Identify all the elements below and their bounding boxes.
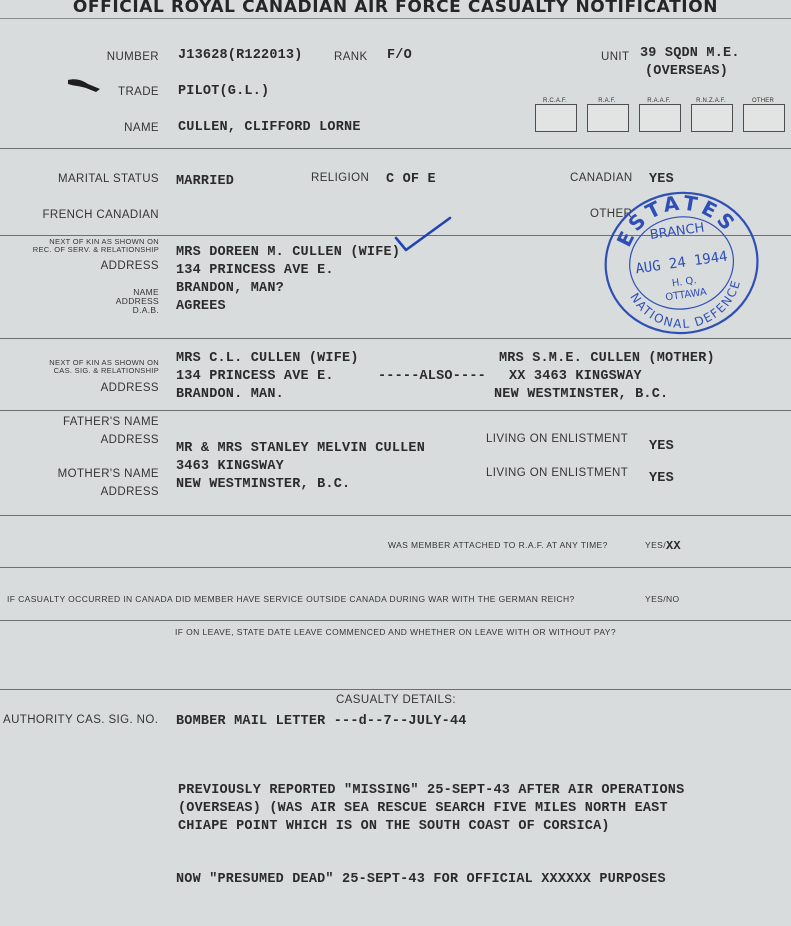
divider <box>0 620 791 621</box>
mother-living-label: LIVING ON ENLISTMENT <box>486 467 629 479</box>
nok-service-line-3: BRANDON, MAN? <box>176 281 284 296</box>
nok-cas-address-label: ADDRESS <box>100 382 159 394</box>
nok-cas-left-1: MRS C.L. CULLEN (WIFE) <box>176 351 359 366</box>
form-title: OFFICIAL ROYAL CANADIAN AIR FORCE CASUALTY NOTIFICATION <box>72 0 719 17</box>
box-label-other: OTHER <box>752 98 774 104</box>
raf-attached-strike: XX <box>666 539 681 553</box>
nok-service-label-1: NEXT OF KIN AS SHOWN ON <box>49 237 159 246</box>
stamp-middle-text: BRANCH <box>648 220 706 244</box>
nok-cas-right-3: NEW WESTMINSTER, B.C. <box>494 387 669 402</box>
unit-value: 39 SQDN M.E. <box>640 46 740 61</box>
parents-line-3: NEW WESTMINSTER, B.C. <box>176 477 351 492</box>
divider <box>0 338 791 339</box>
box-label-raf: R.A.F. <box>598 98 616 104</box>
estates-branch-stamp-icon <box>600 183 762 335</box>
casualty-text-line-2: (OVERSEAS) (WAS AIR SEA RESCUE SEARCH FIVE MILES NORTH EAST <box>178 801 668 816</box>
parents-line-2: 3463 KINGSWAY <box>176 459 284 474</box>
nok-service-line-4: AGREES <box>176 299 226 314</box>
trade-label: TRADE <box>118 86 159 98</box>
divider <box>0 567 791 568</box>
box-label-rnzaf: R.N.Z.A.F. <box>696 98 726 104</box>
religion-value: C OF E <box>386 172 436 187</box>
mother-name-label: MOTHER'S NAME <box>57 468 159 480</box>
rank-label: RANK <box>334 51 368 63</box>
checkbox-other[interactable] <box>743 104 785 132</box>
dab-name-label: NAME <box>133 287 159 297</box>
stamp-bottom-text: NATIONAL DEFENCE <box>627 277 744 332</box>
on-leave-question: IF ON LEAVE, STATE DATE LEAVE COMMENCED AND WHETHER ON LEAVE WITH OR WITHOUT PAY? <box>175 627 616 637</box>
nok-cas-label-1: NEXT OF KIN AS SHOWN ON <box>49 358 159 367</box>
casualty-text-line-4: NOW "PRESUMED DEAD" 25-SEPT-43 FOR OFFICIAL XXXXXX PURPOSES <box>176 872 666 887</box>
divider <box>0 689 791 690</box>
unit-value-overseas: (OVERSEAS) <box>645 64 729 79</box>
dab-address-label: ADDRESS <box>115 296 159 306</box>
nok-cas-also: -----ALSO---- <box>378 369 486 384</box>
mother-living-value: YES <box>649 471 674 486</box>
checkbox-raaf[interactable] <box>639 104 681 132</box>
marital-status-label: MARITAL STATUS <box>57 173 159 185</box>
divider <box>0 18 791 19</box>
nok-cas-right-1: MRS S.M.E. CULLEN (MOTHER) <box>499 351 715 366</box>
check-mark-icon <box>392 216 454 256</box>
svg-text:ESTATES <box>606 183 744 253</box>
raf-attached-question: WAS MEMBER ATTACHED TO R.A.F. AT ANY TIME? <box>388 540 608 550</box>
divider <box>0 515 791 516</box>
outside-canada-answer: YES/NO <box>645 594 680 604</box>
casualty-text-line-3: CHIAPE POINT WHICH IS ON THE SOUTH COAST OF CORSICA) <box>178 819 610 834</box>
parents-line-1: MR & MRS STANLEY MELVIN CULLEN <box>176 441 426 456</box>
authority-value: BOMBER MAIL LETTER ---d--7--JULY-44 <box>176 714 467 729</box>
arrow-mark <box>66 74 106 96</box>
dab-label: D.A.B. <box>132 305 159 315</box>
checkbox-rcaf[interactable] <box>535 104 577 132</box>
nok-cas-right-2: XX 3463 KINGSWAY <box>509 369 642 384</box>
raf-attached-answer: YES/ <box>645 540 666 550</box>
stamp-hq: H. Q. <box>671 275 698 290</box>
divider <box>0 148 791 149</box>
box-label-raaf: R.A.A.F. <box>647 98 671 104</box>
canadian-label: CANADIAN <box>570 172 633 184</box>
french-canadian-label: FRENCH CANADIAN <box>42 209 159 221</box>
checkbox-raf[interactable] <box>587 104 629 132</box>
father-name-label: FATHER'S NAME <box>63 416 159 428</box>
stamp-date: AUG 24 1944 <box>634 248 729 278</box>
nok-cas-left-2: 134 PRINCESS AVE E. <box>176 369 334 384</box>
canadian-value: YES <box>649 172 674 187</box>
mother-address-label: ADDRESS <box>100 486 159 498</box>
nok-service-label-2: REC. OF SERV. & RELATIONSHIP <box>32 245 159 254</box>
number-value: J13628(R122013) <box>178 48 303 63</box>
nok-service-line-1: MRS DOREEN M. CULLEN (WIFE) <box>176 245 401 260</box>
stamp-city: OTTAWA <box>664 286 708 304</box>
unit-label: UNIT <box>601 51 630 63</box>
nok-cas-left-3: BRANDON. MAN. <box>176 387 284 402</box>
divider <box>0 410 791 411</box>
other-label: OTHER <box>590 208 633 220</box>
casualty-text-line-1: PREVIOUSLY REPORTED "MISSING" 25-SEPT-43 AFTER AIR OPERATIONS <box>178 783 685 798</box>
father-living-value: YES <box>649 439 674 454</box>
nok-service-address-label: ADDRESS <box>100 260 159 272</box>
checkbox-rnzaf[interactable] <box>691 104 733 132</box>
religion-label: RELIGION <box>311 172 370 184</box>
name-label: NAME <box>124 122 159 134</box>
stamp-top-text: ESTATES <box>611 190 743 251</box>
marital-status-value: MARRIED <box>176 174 235 189</box>
trade-value: PILOT(G.L.) <box>178 84 270 99</box>
number-label: NUMBER <box>106 51 159 63</box>
rank-value: F/O <box>387 48 412 63</box>
father-address-label: ADDRESS <box>100 434 159 446</box>
nok-service-line-2: 134 PRINCESS AVE E. <box>176 263 334 278</box>
casualty-details-heading: CASUALTY DETAILS: <box>336 694 456 706</box>
father-living-label: LIVING ON ENLISTMENT <box>486 433 629 445</box>
box-label-rcaf: R.C.A.F. <box>543 98 567 104</box>
authority-label: AUTHORITY CAS. SIG. NO. <box>3 714 159 726</box>
outside-canada-question: IF CASUALTY OCCURRED IN CANADA DID MEMBER HAVE SERVICE OUTSIDE CANADA DURING WAR WITH THE GERMAN REICH? <box>7 594 575 604</box>
nok-cas-label-2: CAS. SIG. & RELATIONSHIP <box>53 366 159 375</box>
name-value: CULLEN, CLIFFORD LORNE <box>178 120 361 135</box>
